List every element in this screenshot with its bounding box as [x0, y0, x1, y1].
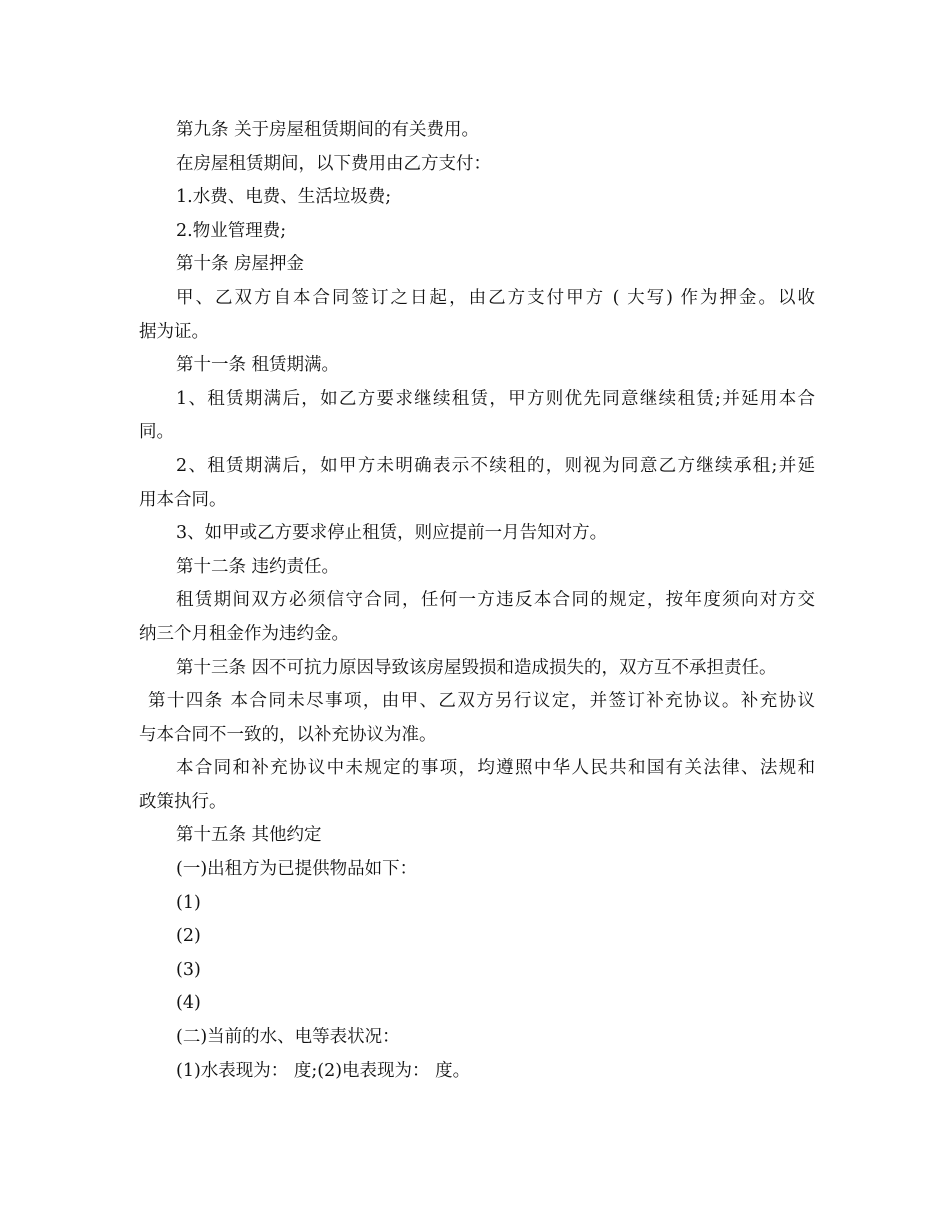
paragraph-line: 本合同和补充协议中未规定的事项，均遵照中华人民共和国有关法律、法规和 — [176, 758, 815, 779]
paragraph-line: 政策执行。 — [139, 791, 227, 812]
article-14-paragraph: 第十四条 本合同未尽事项，由甲、乙双方另行议定，并签订补充协议。补充协议 — [148, 691, 815, 712]
paragraph-line: 甲、乙双方自本合同签订之日起，由乙方支付甲方 ( 大写) 作为押金。以收 — [176, 287, 815, 308]
list-item: 1.水费、电费、生活垃圾费; — [176, 187, 392, 208]
list-item: 2.物业管理费; — [176, 220, 287, 241]
paragraph-line: 在房屋租赁期间，以下费用由乙方支付： — [176, 153, 491, 174]
paragraph-line: 3、如甲或乙方要求停止租赁，则应提前一月告知对方。 — [176, 523, 608, 544]
paragraph-line: 2、租赁期满后，如甲方未明确表示不续租的，则视为同意乙方继续承租;并延 — [176, 455, 815, 476]
article-13-paragraph: 第十三条 因不可抗力原因导致该房屋毁损和造成损失的，双方互不承担责任。 — [176, 657, 777, 678]
list-item: (二)当前的水、电等表状况： — [176, 1027, 400, 1048]
article-15-heading: 第十五条 其他约定 — [176, 825, 322, 846]
list-item: (4) — [176, 993, 201, 1014]
paragraph-line: 用本合同。 — [139, 489, 227, 510]
paragraph-line: 同。 — [139, 422, 174, 443]
article-9-heading: 第九条 关于房屋租赁期间的有关费用。 — [176, 120, 480, 140]
list-item: (2) — [176, 926, 201, 947]
list-item: (1)水表现为： 度;(2)电表现为： 度。 — [176, 1060, 471, 1081]
paragraph-line: 纳三个月租金作为违约金。 — [139, 623, 349, 644]
document-body — [139, 114, 815, 1088]
paragraph-line: 与本合同不一致的，以补充协议为准。 — [139, 724, 437, 745]
article-10-heading: 第十条 房屋押金 — [176, 254, 305, 275]
paragraph-line: 1、租赁期满后，如乙方要求继续租赁，甲方则优先同意继续租赁;并延用本合 — [176, 388, 815, 409]
list-item: (一)出租方为已提供物品如下： — [176, 859, 418, 880]
article-11-heading: 第十一条 租赁期满。 — [176, 355, 340, 376]
list-item: (1) — [176, 892, 201, 913]
paragraph-line: 租赁期间双方必须信守合同，任何一方违反本合同的规定，按年度须向对方交 — [176, 590, 815, 611]
paragraph-line: 据为证。 — [139, 321, 209, 342]
article-12-heading: 第十二条 违约责任。 — [176, 556, 340, 577]
list-item: (3) — [176, 959, 201, 980]
